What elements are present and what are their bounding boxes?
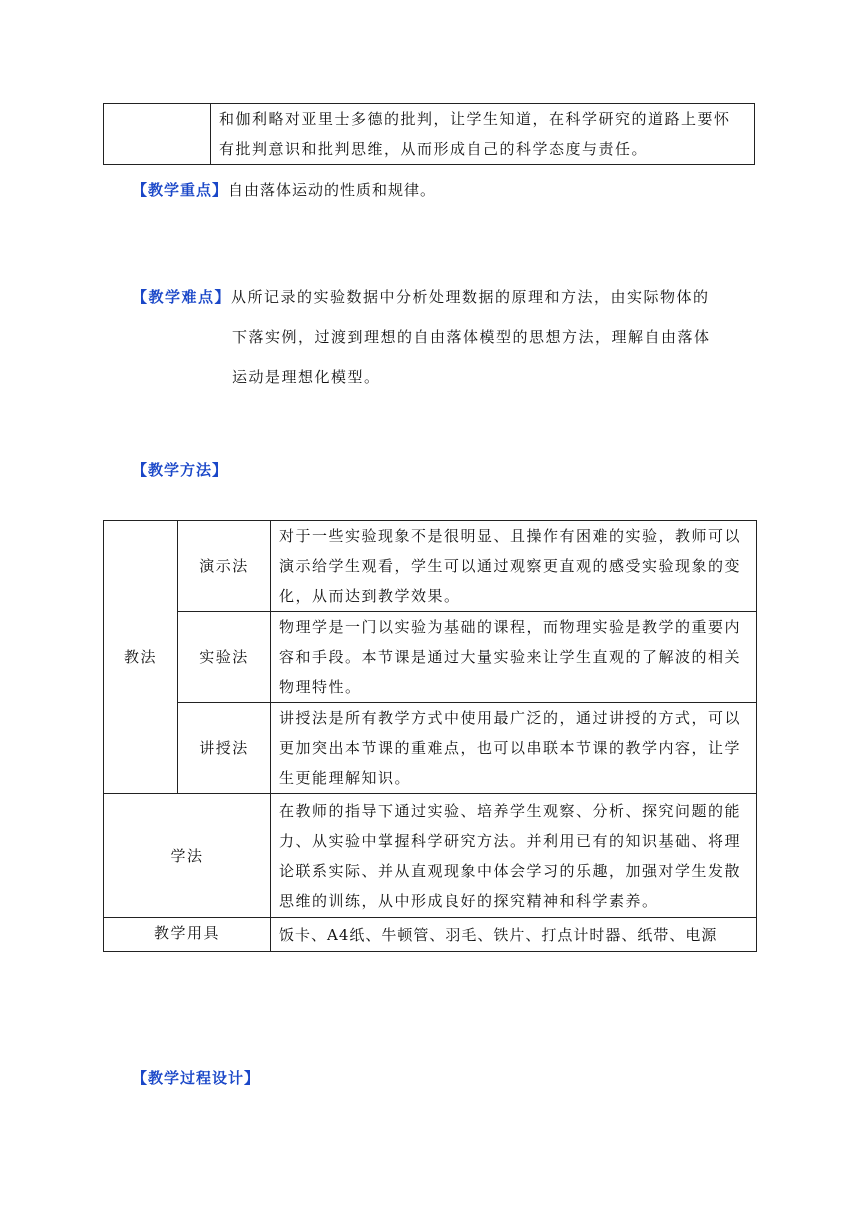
tools-desc-cell <box>271 918 757 952</box>
method-name: 演示法 <box>199 557 249 575</box>
key-points-label: 【教学重点】 <box>132 181 229 199</box>
method-desc: 讲授法是所有教学方式中使用最广泛的，通过讲授的方式，可以更加突出本节课的重难点，也可以串联本节课的教学内容，让学生更能理解知识。 <box>279 709 742 787</box>
top-table-text: 和伽利略对亚里士多德的批判，让学生知道，在科学研究的道路上要怀有批判意识和批判思维，从而形成自己的科学态度与责任。 <box>219 110 731 158</box>
methods-row-lecture <box>104 703 757 794</box>
tools-desc: 饭卡、A4纸、牛顿管、羽毛、铁片、打点计时器、纸带、电源 <box>279 925 718 944</box>
learning-desc: 在教师的指导下通过实验、培养学生观察、分析、探究问题的能力、从实验中掌握科学研究方法。并利用已有的知识基础、将理论联系实际、并从直观现象中体会学习的乐趣，加强对学生发散思维的训练，从中形成良好的探究精神和科学素养。 <box>279 801 742 910</box>
difficult-points-label: 【教学难点】 <box>132 288 232 306</box>
methods-row-experiment <box>104 612 757 703</box>
teaching-method-cell <box>104 521 178 794</box>
top-table-empty-cell <box>104 104 211 165</box>
top-table-text-cell <box>211 104 755 165</box>
learning-method-cell <box>104 794 271 918</box>
method-name-cell <box>178 521 271 612</box>
tools-label: 教学用具 <box>153 924 220 942</box>
difficult-points-line3: 运动是理想化模型。 <box>232 368 381 386</box>
teaching-method-label: 教法 <box>123 648 157 666</box>
methods-row-demo <box>104 521 757 612</box>
method-desc-cell <box>271 703 757 794</box>
method-desc-cell <box>271 521 757 612</box>
method-name-cell <box>178 612 271 703</box>
key-points <box>132 175 436 205</box>
tools-label-cell <box>104 918 271 952</box>
difficult-points-line1: 从所记录的实验数据中分析处理数据的原理和方法，由实际物体的 <box>231 288 710 306</box>
method-desc: 物理学是一门以实验为基础的课程，而物理实验是教学的重要内容和手段。本节课是通过大量实验来让学生直观的了解波的相关物理特性。 <box>279 618 742 696</box>
method-desc-cell <box>271 612 757 703</box>
method-name: 讲授法 <box>199 739 249 757</box>
methods-row-tools <box>104 918 757 952</box>
key-points-text: 自由落体运动的性质和规律。 <box>228 181 437 199</box>
method-desc: 对于一些实验现象不是很明显、且操作有困难的实验，教师可以演示给学生观看，学生可以通过观察更直观的感受实验现象的变化，从而达到教学效果。 <box>279 527 742 605</box>
method-name-cell <box>178 703 271 794</box>
learning-method-label: 学法 <box>170 846 204 865</box>
process-heading <box>132 1063 260 1093</box>
method-name: 实验法 <box>199 648 249 666</box>
methods-heading <box>132 455 228 485</box>
difficult-points-line1-wrap <box>132 277 710 317</box>
top-table <box>103 103 755 165</box>
process-label: 【教学过程设计】 <box>132 1069 261 1087</box>
learning-desc-cell <box>271 794 757 918</box>
methods-label: 【教学方法】 <box>132 461 229 479</box>
difficult-points-line2: 下落实例，过渡到理想的自由落体模型的思想方法，理解自由落体 <box>232 328 711 346</box>
methods-table <box>103 520 757 952</box>
methods-row-learning <box>104 794 757 918</box>
